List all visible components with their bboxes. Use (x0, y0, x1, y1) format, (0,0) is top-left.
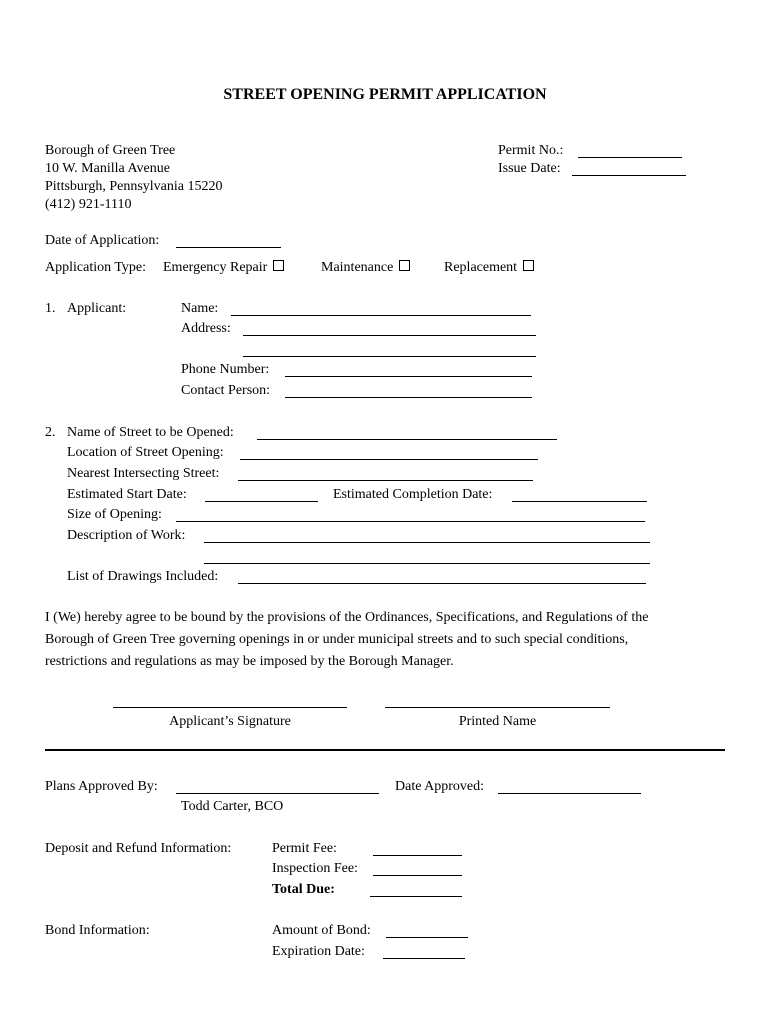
option-replacement[interactable] (444, 260, 534, 276)
completion-date-label: Estimated Completion Date: (333, 487, 493, 502)
replacement-checkbox[interactable] (523, 260, 534, 271)
permit-fee-label: Permit Fee: (272, 841, 337, 856)
printed-name-field[interactable] (385, 707, 610, 708)
section-1-number: 1. (45, 301, 56, 316)
description-field[interactable] (204, 542, 650, 543)
applicant-signature-label: Applicant’s Signature (169, 714, 291, 729)
issue-date-field[interactable] (572, 175, 686, 176)
contact-person-field[interactable] (285, 397, 532, 398)
plans-approved-field[interactable] (176, 793, 379, 794)
location-field[interactable] (240, 459, 538, 460)
page-title: STREET OPENING PERMIT APPLICATION (223, 86, 547, 103)
bond-amount-label: Amount of Bond: (272, 923, 371, 938)
deposit-label: Deposit and Refund Information: (45, 841, 232, 856)
option-replacement-label: Replacement (444, 260, 518, 275)
section-divider (45, 749, 725, 751)
date-of-application-field[interactable] (176, 247, 281, 248)
drawings-label: List of Drawings Included: (67, 569, 219, 584)
date-approved-field[interactable] (498, 793, 641, 794)
intersecting-street-field[interactable] (238, 480, 533, 481)
bond-amount-field[interactable] (386, 937, 468, 938)
permit-no-field[interactable] (578, 157, 682, 158)
applicant-address-label: Address: (181, 321, 231, 336)
option-emergency-repair-label: Emergency Repair (163, 260, 268, 275)
borough-city: Pittsburgh, Pennsylvania 15220 (45, 179, 223, 194)
description-label: Description of Work: (67, 528, 186, 543)
agreement-line-1: I (We) hereby agree to be bound by the provisions of the Ordinances, Specifications, and Regulations of the (45, 610, 649, 625)
agreement-line-2: Borough of Green Tree governing openings in or under municipal streets and to such special conditions, (45, 632, 629, 647)
date-of-application-label: Date of Application: (45, 233, 160, 248)
option-emergency-repair[interactable] (163, 260, 284, 276)
plans-approved-label: Plans Approved By: (45, 779, 158, 794)
maintenance-checkbox[interactable] (399, 260, 410, 271)
expiration-date-field[interactable] (383, 958, 465, 959)
agreement-line-3: restrictions and regulations as may be imposed by the Borough Manager. (45, 654, 454, 669)
start-date-field[interactable] (205, 501, 318, 502)
phone-number-label: Phone Number: (181, 362, 270, 377)
intersecting-street-label: Nearest Intersecting Street: (67, 466, 220, 481)
inspection-fee-label: Inspection Fee: (272, 861, 358, 876)
approver-name: Todd Carter, BCO (181, 799, 284, 814)
street-name-field[interactable] (257, 439, 557, 440)
start-date-label: Estimated Start Date: (67, 487, 187, 502)
option-maintenance-label: Maintenance (321, 260, 394, 275)
option-maintenance[interactable] (321, 260, 410, 276)
description-field-2[interactable] (204, 563, 650, 564)
expiration-date-label: Expiration Date: (272, 944, 365, 959)
borough-street: 10 W. Manilla Avenue (45, 161, 170, 176)
application-type-label: Application Type: (45, 260, 147, 275)
size-of-opening-field[interactable] (176, 521, 645, 522)
contact-person-label: Contact Person: (181, 383, 271, 398)
drawings-field[interactable] (238, 583, 646, 584)
issue-date-label: Issue Date: (498, 161, 561, 176)
applicant-name-label: Name: (181, 301, 219, 316)
emergency-repair-checkbox[interactable] (273, 260, 284, 271)
borough-phone: (412) 921-1110 (45, 197, 132, 212)
borough-name: Borough of Green Tree (45, 143, 176, 158)
agreement-paragraph (45, 607, 715, 673)
date-approved-label: Date Approved: (395, 779, 485, 794)
permit-no-label: Permit No.: (498, 143, 564, 158)
section-1-label: Applicant: (67, 301, 127, 316)
size-of-opening-label: Size of Opening: (67, 507, 162, 522)
printed-name-label: Printed Name (458, 714, 537, 729)
applicant-signature-field[interactable] (113, 707, 347, 708)
completion-date-field[interactable] (512, 501, 647, 502)
permit-fee-field[interactable] (373, 855, 462, 856)
applicant-address-field[interactable] (243, 335, 536, 336)
location-label: Location of Street Opening: (67, 445, 224, 460)
section-2-number: 2. (45, 425, 56, 440)
total-due-field[interactable] (370, 896, 462, 897)
applicant-address-field-2[interactable] (243, 356, 536, 357)
phone-number-field[interactable] (285, 376, 532, 377)
bond-label: Bond Information: (45, 923, 150, 938)
applicant-name-field[interactable] (231, 315, 531, 316)
total-due-label: Total Due: (272, 882, 335, 897)
street-name-label: Name of Street to be Opened: (67, 425, 234, 440)
inspection-fee-field[interactable] (373, 875, 462, 876)
